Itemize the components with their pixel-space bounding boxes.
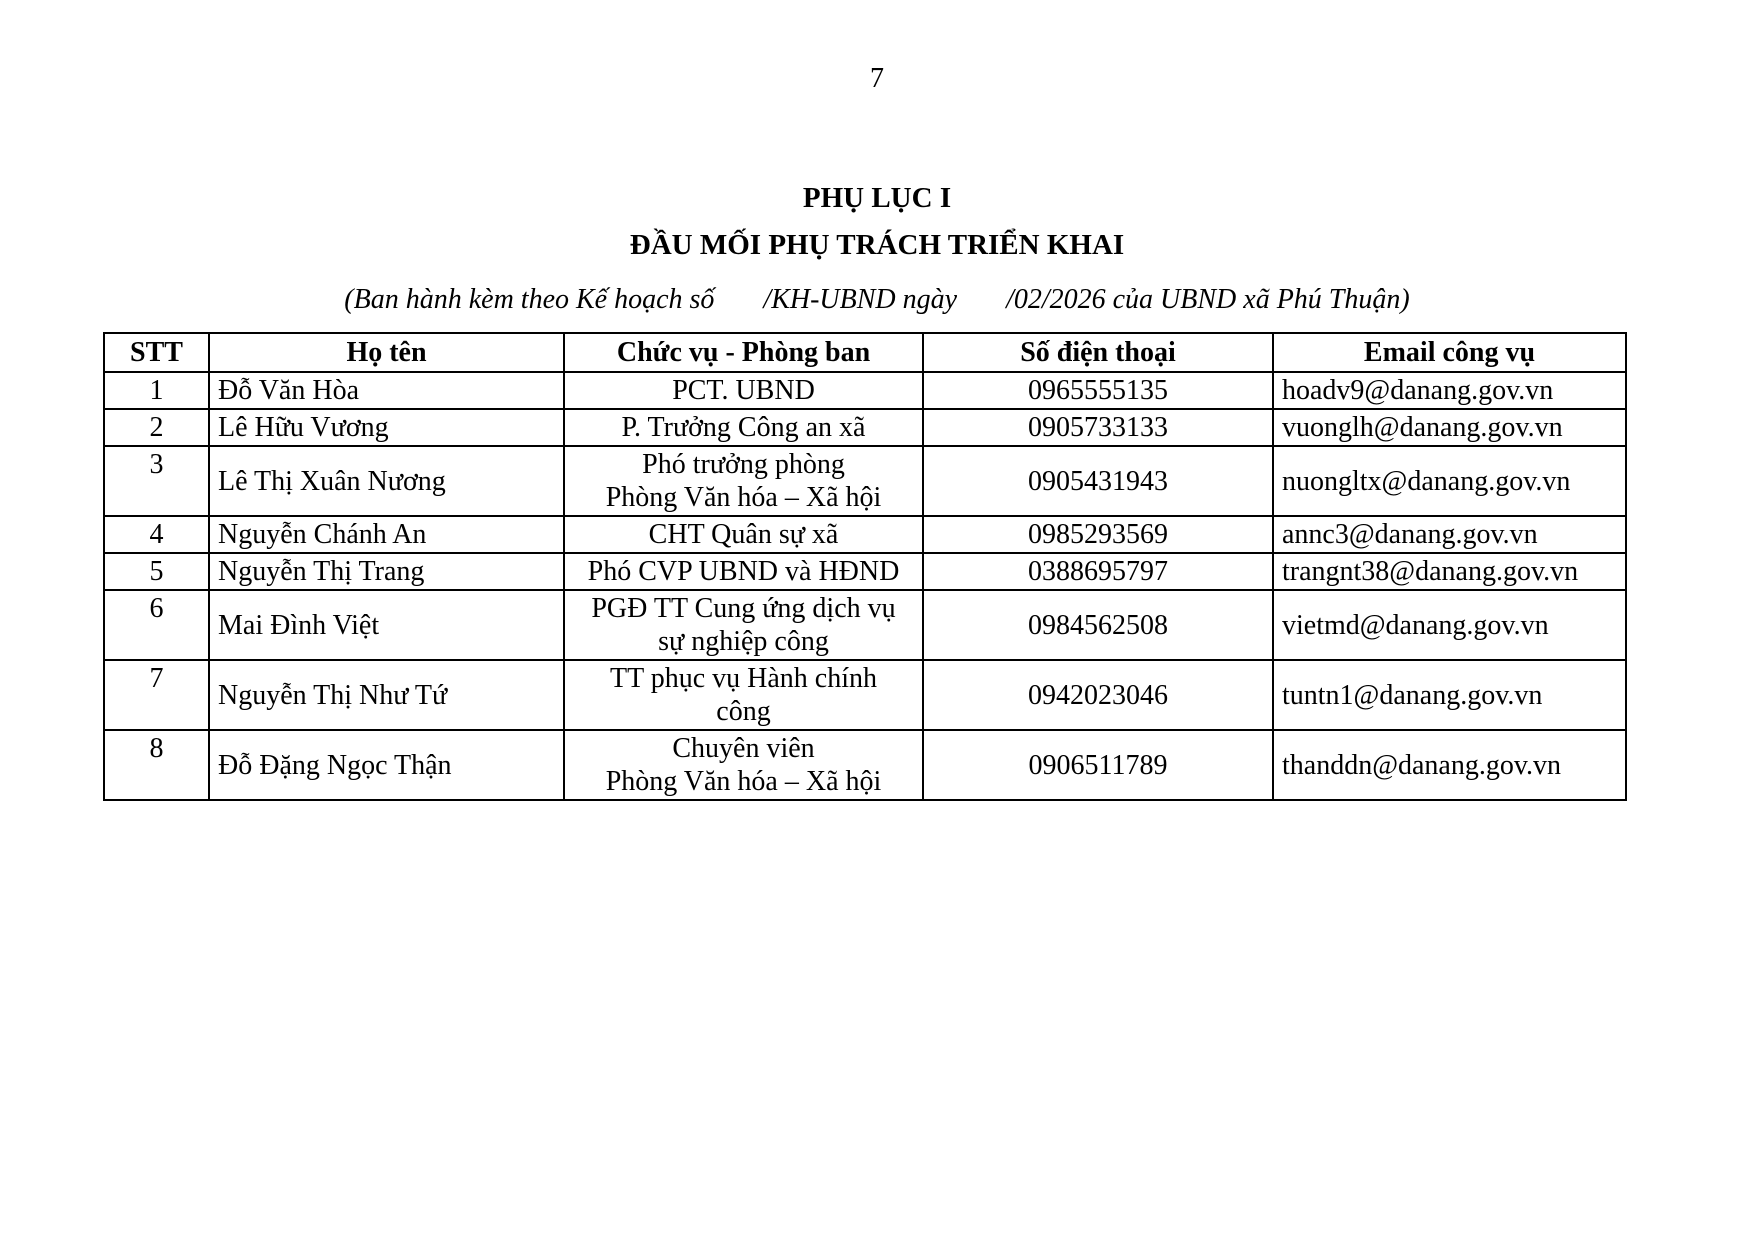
cell-name: Lê Hữu Vương <box>209 409 564 446</box>
table-row <box>104 372 1626 409</box>
cell-stt: 6 <box>104 590 209 660</box>
column-header-name: Họ tên <box>209 333 564 372</box>
table-body <box>104 372 1626 800</box>
cell-name: Đỗ Đặng Ngọc Thận <box>209 730 564 800</box>
cell-stt: 2 <box>104 409 209 446</box>
cell-role: Phó CVP UBND và HĐND <box>564 553 923 590</box>
cell-email: nuongltx@danang.gov.vn <box>1273 446 1626 516</box>
document-title: ĐẦU MỐI PHỤ TRÁCH TRIỂN KHAI <box>629 229 1125 261</box>
table-row <box>104 590 1626 660</box>
cell-name: Đỗ Văn Hòa <box>209 372 564 409</box>
cell-email: vuonglh@danang.gov.vn <box>1273 409 1626 446</box>
cell-email: hoadv9@danang.gov.vn <box>1273 372 1626 409</box>
appendix-title: PHỤ LỤC I <box>802 182 952 214</box>
cell-email: vietmd@danang.gov.vn <box>1273 590 1626 660</box>
cell-name: Lê Thị Xuân Nương <box>209 446 564 516</box>
cell-phone: 0985293569 <box>923 516 1273 553</box>
cell-name: Nguyễn Chánh An <box>209 516 564 553</box>
column-header-stt: STT <box>104 333 209 372</box>
cell-role: PGĐ TT Cung ứng dịch vụ sự nghiệp công <box>564 590 923 660</box>
cell-name: Nguyễn Thị Như Tứ <box>209 660 564 730</box>
cell-role: CHT Quân sự xã <box>564 516 923 553</box>
cell-email: annc3@danang.gov.vn <box>1273 516 1626 553</box>
cell-phone: 0905733133 <box>923 409 1273 446</box>
cell-email: tuntn1@danang.gov.vn <box>1273 660 1626 730</box>
cell-stt: 7 <box>104 660 209 730</box>
column-header-role: Chức vụ - Phòng ban <box>564 333 923 372</box>
cell-role: P. Trưởng Công an xã <box>564 409 923 446</box>
cell-phone: 0965555135 <box>923 372 1273 409</box>
cell-phone: 0942023046 <box>923 660 1273 730</box>
table-row <box>104 446 1626 516</box>
cell-role: Phó trưởng phòng Phòng Văn hóa – Xã hội <box>564 446 923 516</box>
page-number: 7 <box>870 63 884 94</box>
cell-phone: 0905431943 <box>923 446 1273 516</box>
cell-role: TT phục vụ Hành chính công <box>564 660 923 730</box>
cell-name: Mai Đình Việt <box>209 590 564 660</box>
table-header <box>104 333 1626 372</box>
cell-stt: 5 <box>104 553 209 590</box>
column-header-email: Email công vụ <box>1273 333 1626 372</box>
table-row <box>104 730 1626 800</box>
contacts-table <box>103 332 1627 801</box>
column-header-phone: Số điện thoại <box>923 333 1273 372</box>
cell-stt: 4 <box>104 516 209 553</box>
cell-name: Nguyễn Thị Trang <box>209 553 564 590</box>
cell-stt: 8 <box>104 730 209 800</box>
table-header-row <box>104 333 1626 372</box>
cell-stt: 3 <box>104 446 209 516</box>
cell-stt: 1 <box>104 372 209 409</box>
cell-phone: 0906511789 <box>923 730 1273 800</box>
table-row <box>104 553 1626 590</box>
cell-phone: 0388695797 <box>923 553 1273 590</box>
cell-email: trangnt38@danang.gov.vn <box>1273 553 1626 590</box>
cell-role: Chuyên viên Phòng Văn hóa – Xã hội <box>564 730 923 800</box>
issuance-note: (Ban hành kèm theo Kế hoạch số /KH-UBND ngày /02/2026 của UBND xã Phú Thuận) <box>344 284 1410 315</box>
cell-email: thanddn@danang.gov.vn <box>1273 730 1626 800</box>
cell-role: PCT. UBND <box>564 372 923 409</box>
table-row <box>104 516 1626 553</box>
cell-phone: 0984562508 <box>923 590 1273 660</box>
table-row <box>104 409 1626 446</box>
table-row <box>104 660 1626 730</box>
